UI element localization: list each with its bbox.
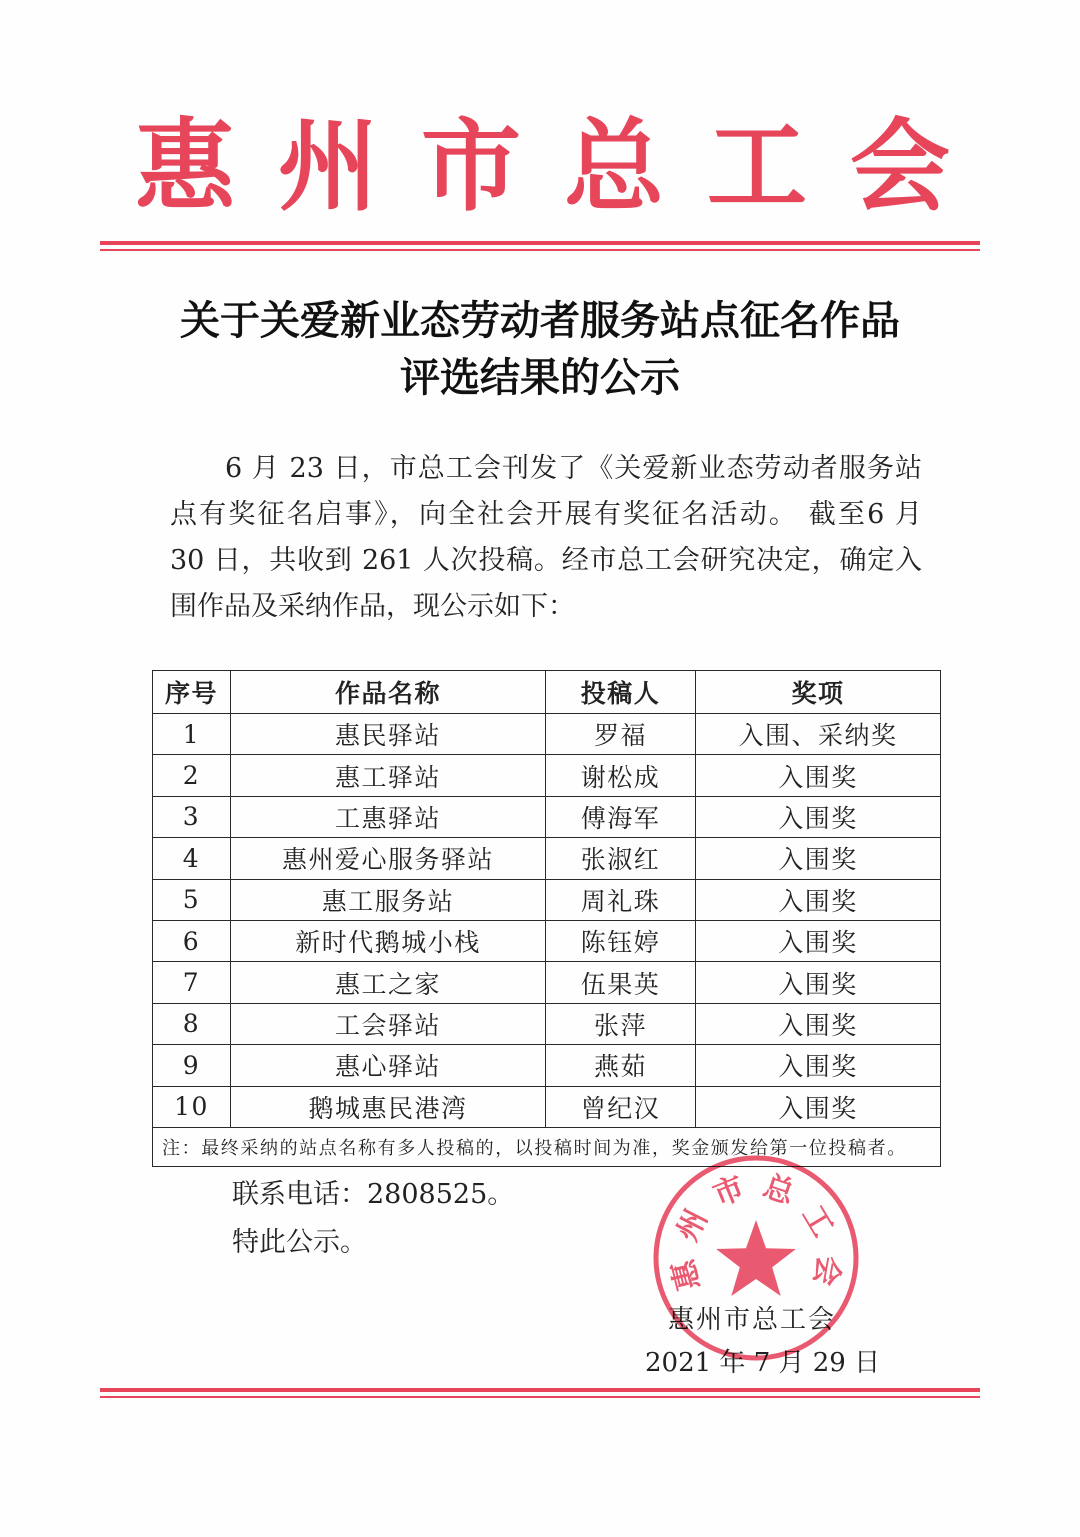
body-line: 30 日，共收到 261 人次投稿。经市总工会研究决定，确定入 <box>170 545 922 576</box>
cell-submitter: 周礼珠 <box>546 879 696 920</box>
cell-submitter: 曾纪汉 <box>546 1086 696 1127</box>
cell-award: 入围奖 <box>696 1086 941 1127</box>
table-row <box>153 838 941 879</box>
cell-entry-name: 惠州爱心服务驿站 <box>231 838 546 879</box>
column-header-index: 序号 <box>153 671 231 714</box>
cell-award: 入围奖 <box>696 962 941 1003</box>
cell-submitter: 伍果英 <box>546 962 696 1003</box>
table-row <box>153 755 941 796</box>
table-row <box>153 796 941 837</box>
notice-body <box>170 446 922 630</box>
table-header-row <box>153 671 941 714</box>
cell-entry-name: 惠民驿站 <box>231 714 546 755</box>
notice-title <box>0 292 1080 406</box>
table-row <box>153 1086 941 1127</box>
body-line: 围作品及采纳作品，现公示如下： <box>170 591 575 622</box>
red-thick-line <box>100 241 980 245</box>
cell-index: 9 <box>153 1045 231 1086</box>
red-star-icon <box>716 1220 796 1296</box>
signature-date: 2021 年 7 月 29 日 <box>645 1348 881 1378</box>
masthead-org-name: 惠州市总工会 <box>135 107 993 225</box>
body-line: 6 月 23 日，市总工会刊发了《关爱新业态劳动者服务站 <box>225 453 922 484</box>
cell-index: 1 <box>153 714 231 755</box>
cell-index: 4 <box>153 838 231 879</box>
table-row <box>153 1003 941 1044</box>
cell-award: 入围、采纳奖 <box>696 714 941 755</box>
cell-index: 7 <box>153 962 231 1003</box>
cell-entry-name: 鹅城惠民港湾 <box>231 1086 546 1127</box>
red-thick-line <box>100 1388 980 1392</box>
cell-submitter: 傅海军 <box>546 796 696 837</box>
column-header-submitter: 投稿人 <box>546 671 696 714</box>
cell-entry-name: 惠工驿站 <box>231 755 546 796</box>
table-row <box>153 714 941 755</box>
cell-award: 入围奖 <box>696 1003 941 1044</box>
cell-submitter: 陈钰婷 <box>546 920 696 961</box>
cell-entry-name: 惠工服务站 <box>231 879 546 920</box>
official-seal <box>648 1150 864 1366</box>
table-row <box>153 962 941 1003</box>
column-header-entry-name: 作品名称 <box>231 671 546 714</box>
cell-award: 入围奖 <box>696 755 941 796</box>
contact-phone: 联系电话：2808525。 <box>232 1179 515 1210</box>
cell-submitter: 燕茹 <box>546 1045 696 1086</box>
cell-entry-name: 工惠驿站 <box>231 796 546 837</box>
table-body <box>153 714 941 1128</box>
cell-entry-name: 惠工之家 <box>231 962 546 1003</box>
column-header-award: 奖项 <box>696 671 941 714</box>
cell-index: 8 <box>153 1003 231 1044</box>
cell-entry-name: 工会驿站 <box>231 1003 546 1044</box>
red-thin-line <box>100 1396 980 1398</box>
cell-submitter: 张淑红 <box>546 838 696 879</box>
cell-index: 10 <box>153 1086 231 1127</box>
cell-index: 5 <box>153 879 231 920</box>
body-line: 点有奖征名启事》，向全社会开展有奖征名活动。 截至6 月 <box>170 499 922 530</box>
red-thin-line <box>100 249 980 251</box>
signature-org: 惠州市总工会 <box>668 1305 837 1335</box>
cell-submitter: 张萍 <box>546 1003 696 1044</box>
table-row <box>153 879 941 920</box>
results-table <box>152 670 941 1167</box>
table-note: 注：最终采纳的站点名称有多人投稿的，以投稿时间为准，奖金颁发给第一位投稿者。 <box>153 1127 941 1166</box>
cell-submitter: 谢松成 <box>546 755 696 796</box>
cell-submitter: 罗福 <box>546 714 696 755</box>
title-line-1: 关于关爱新业态劳动者服务站点征名作品 <box>180 297 900 344</box>
table-row <box>153 920 941 961</box>
cell-award: 入围奖 <box>696 838 941 879</box>
seal-text: 惠州市总工会 <box>665 1168 847 1294</box>
cell-entry-name: 惠心驿站 <box>231 1045 546 1086</box>
title-line-2: 评选结果的公示 <box>400 354 680 401</box>
cell-index: 3 <box>153 796 231 837</box>
cell-award: 入围奖 <box>696 879 941 920</box>
table-row <box>153 1045 941 1086</box>
cell-index: 2 <box>153 755 231 796</box>
footer-red-double-line <box>100 1388 980 1398</box>
cell-award: 入围奖 <box>696 1045 941 1086</box>
cell-index: 6 <box>153 920 231 961</box>
masthead-red-double-line <box>100 241 980 251</box>
cell-award: 入围奖 <box>696 920 941 961</box>
cell-award: 入围奖 <box>696 796 941 837</box>
closing-remark: 特此公示。 <box>232 1227 367 1258</box>
cell-entry-name: 新时代鹅城小栈 <box>231 920 546 961</box>
